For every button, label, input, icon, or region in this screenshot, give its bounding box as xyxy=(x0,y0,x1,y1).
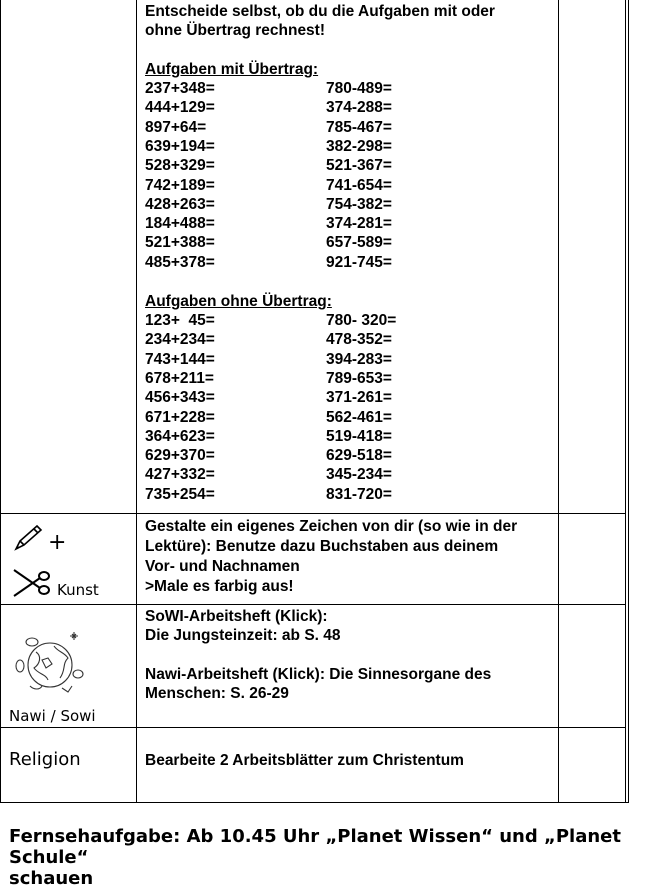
nawi-line-2: Menschen: S. 26-29 xyxy=(145,685,289,702)
kunst-text-line-1: Gestalte ein eigenes Zeichen von dir (so wie in der xyxy=(145,518,518,535)
intro-line-2: ohne Übertrag rechnest! xyxy=(145,22,326,39)
kunst-label: Kunst xyxy=(57,581,99,599)
without-carry-subtraction-4: 789-653= xyxy=(326,369,392,387)
tv-assignment-line-2: schauen xyxy=(9,868,94,889)
nawi-line-1: Nawi-Arbeitsheft (Klick): Die Sinnesorgane des xyxy=(145,666,492,683)
with-carry-subtraction-7: 754-382= xyxy=(326,195,392,213)
with-carry-subtraction-4: 382-298= xyxy=(326,137,392,155)
with-carry-subtraction-6: 741-654= xyxy=(326,176,392,194)
without-carry-heading: Aufgaben ohne Übertrag: xyxy=(145,293,332,310)
without-carry-addition-2: 234+234= xyxy=(145,331,215,349)
without-carry-subtraction-3: 394-283= xyxy=(326,350,392,368)
kunst-text-line-4: >Male es farbig aus! xyxy=(145,578,294,595)
tv-assignment-line-1: Fernsehaufgabe: Ab 10.45 Uhr „Planet Wissen“ und „Planet Schule“ xyxy=(9,826,621,868)
with-carry-addition-9: 521+388= xyxy=(145,234,215,252)
without-carry-addition-4: 678+211= xyxy=(145,369,214,387)
kunst-text-line-3: Vor- und Nachnamen xyxy=(145,558,300,575)
with-carry-addition-7: 428+263= xyxy=(145,195,215,213)
without-carry-subtraction-2: 478-352= xyxy=(326,331,392,349)
without-carry-addition-1: 123+ 45= xyxy=(145,312,215,329)
with-carry-addition-3: 897+64= xyxy=(145,118,207,136)
column-divider-1 xyxy=(136,0,137,803)
religion-text: Bearbeite 2 Arbeitsblätter zum Christentum xyxy=(145,752,464,769)
pencil-icon xyxy=(12,523,44,553)
column-divider-2 xyxy=(558,0,559,803)
intro-line-1: Entscheide selbst, ob du die Aufgaben mit oder xyxy=(145,3,495,20)
with-carry-subtraction-10: 921-745= xyxy=(326,253,392,271)
table-border-right-outer xyxy=(628,0,629,803)
tv-assignment xyxy=(9,826,649,889)
table-border-left xyxy=(0,0,1,803)
with-carry-addition-4: 639+194= xyxy=(145,137,215,155)
table-border-right xyxy=(625,0,626,803)
without-carry-subtraction-5: 371-261= xyxy=(326,389,392,407)
without-carry-addition-10: 735+254= xyxy=(145,485,215,503)
with-carry-subtraction-8: 374-281= xyxy=(326,215,392,233)
without-carry-addition-3: 743+144= xyxy=(145,350,215,368)
kunst-text-line-2: Lektüre): Benutze dazu Buchstaben aus deinem xyxy=(145,538,499,555)
with-carry-subtraction-2: 374-288= xyxy=(326,99,392,117)
with-carry-addition-1: 237+348= xyxy=(145,80,215,97)
sowi-line-1: SoWI-Arbeitsheft (Klick): xyxy=(145,608,328,625)
with-carry-addition-2: 444+129= xyxy=(145,99,215,117)
with-carry-subtraction-3: 785-467= xyxy=(326,118,392,136)
table-border-bottom xyxy=(0,802,629,803)
with-carry-subtraction-1: 780-489= xyxy=(326,80,392,97)
without-carry-subtraction-8: 629-518= xyxy=(326,447,392,465)
without-carry-subtraction-1: 780- 320= xyxy=(326,312,397,329)
with-carry-subtraction-5: 521-367= xyxy=(326,157,392,175)
scissors-icon xyxy=(10,566,52,600)
without-carry-addition-5: 456+343= xyxy=(145,389,215,407)
religion-label: Religion xyxy=(9,749,81,770)
without-carry-subtraction-9: 345-234= xyxy=(326,466,392,484)
without-carry-addition-9: 427+332= xyxy=(145,466,215,484)
with-carry-addition-6: 742+189= xyxy=(145,176,215,194)
without-carry-addition-8: 629+370= xyxy=(145,447,215,465)
sowi-line-2: Die Jungsteinzeit: ab S. 48 xyxy=(145,627,341,644)
row-divider-1 xyxy=(0,513,626,514)
without-carry-subtraction-10: 831-720= xyxy=(326,485,392,503)
plus-sign: + xyxy=(48,530,67,555)
with-carry-heading: Aufgaben mit Übertrag: xyxy=(145,61,319,78)
globe-icon xyxy=(12,630,90,696)
with-carry-addition-8: 184+488= xyxy=(145,215,215,233)
without-carry-subtraction-6: 562-461= xyxy=(326,408,392,426)
with-carry-addition-10: 485+378= xyxy=(145,253,215,271)
row-divider-3 xyxy=(0,727,626,728)
without-carry-subtraction-7: 519-418= xyxy=(326,427,392,445)
without-carry-addition-6: 671+228= xyxy=(145,408,215,426)
with-carry-addition-5: 528+329= xyxy=(145,157,215,175)
row-divider-2 xyxy=(0,604,626,605)
without-carry-addition-7: 364+623= xyxy=(145,427,215,445)
with-carry-subtraction-9: 657-589= xyxy=(326,234,392,252)
nawi-sowi-label: Nawi / Sowi xyxy=(9,707,96,725)
